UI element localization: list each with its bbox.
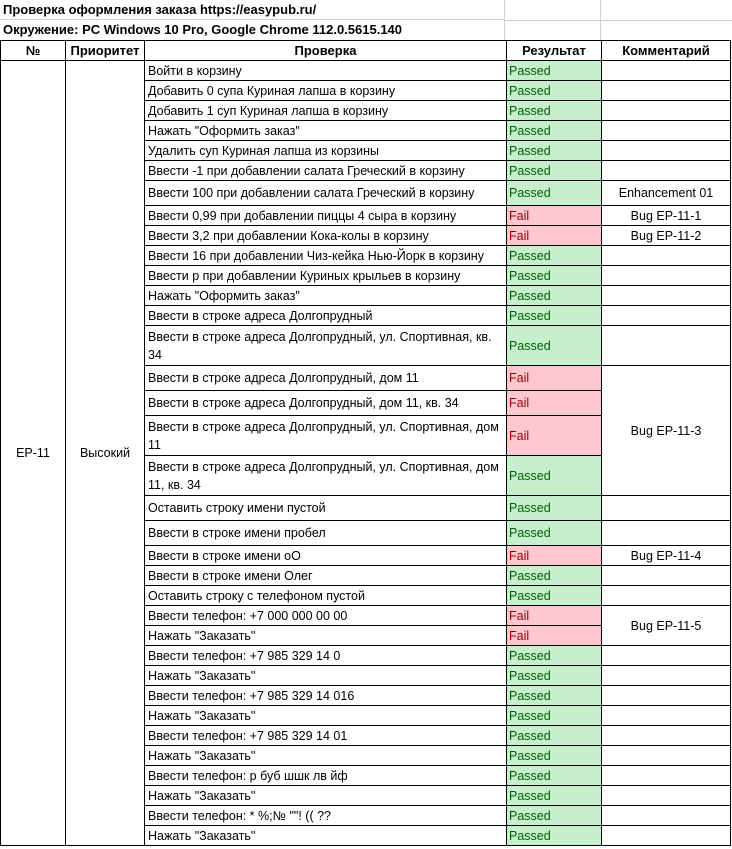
table-row — [1, 61, 731, 81]
result-cell: Fail — [507, 626, 602, 646]
check-cell: Ввести 3,2 при добавлении Кока-колы в корзину — [145, 226, 507, 246]
comment-cell — [602, 326, 731, 366]
check-cell: Добавить 0 супа Куриная лапша в корзину — [145, 81, 507, 101]
result-cell: Passed — [507, 121, 602, 141]
comment-cell: Enhancement 01 — [602, 181, 731, 206]
result-cell: Passed — [507, 646, 602, 666]
check-cell: Нажать "Заказать" — [145, 746, 507, 766]
comment-cell — [602, 586, 731, 606]
result-cell: Passed — [507, 81, 602, 101]
check-cell: Ввести в строке адреса Долгопрудный — [145, 306, 507, 326]
check-cell: Нажать "Заказать" — [145, 706, 507, 726]
sheet-title: Проверка оформления заказа https://easypub.ru/ — [0, 0, 505, 20]
result-cell: Passed — [507, 746, 602, 766]
comment-cell — [602, 706, 731, 726]
result-cell: Passed — [507, 456, 602, 496]
environment-line: Окружение: PC Windows 10 Pro, Google Chrome 112.0.5615.140 — [0, 20, 505, 40]
result-cell: Passed — [507, 181, 602, 206]
result-cell: Passed — [507, 686, 602, 706]
result-cell: Passed — [507, 786, 602, 806]
check-cell: Удалить суп Куриная лапша из корзины — [145, 141, 507, 161]
column-header-check: Проверка — [145, 41, 507, 61]
comment-cell — [602, 566, 731, 586]
result-cell: Passed — [507, 806, 602, 826]
check-cell: Ввести телефон: +7 985 329 14 01 — [145, 726, 507, 746]
column-header-priority: Приоритет — [66, 41, 145, 61]
result-cell: Fail — [507, 226, 602, 246]
comment-cell: Bug EP-11-1 — [602, 206, 731, 226]
comment-cell — [602, 141, 731, 161]
check-cell: Ввести в строке адреса Долгопрудный, дом 11 — [145, 366, 507, 391]
comment-cell — [602, 246, 731, 266]
result-cell: Passed — [507, 286, 602, 306]
comment-cell — [602, 646, 731, 666]
column-header-comment: Комментарий — [602, 41, 731, 61]
result-cell: Fail — [507, 206, 602, 226]
comment-cell — [602, 81, 731, 101]
check-cell: Ввести телефон: +7 000 000 00 00 — [145, 606, 507, 626]
result-cell: Passed — [507, 566, 602, 586]
check-cell: Ввести в строке имени оО — [145, 546, 507, 566]
comment-cell — [602, 101, 731, 121]
comment-cell — [602, 286, 731, 306]
check-cell: Ввести -1 при добавлении салата Греческий в корзину — [145, 161, 507, 181]
comment-cell — [602, 496, 731, 521]
result-cell: Fail — [507, 606, 602, 626]
comment-cell: Bug EP-11-4 — [602, 546, 731, 566]
test-results-table — [0, 40, 731, 846]
comment-cell — [602, 521, 731, 546]
check-cell: Нажать "Заказать" — [145, 626, 507, 646]
result-cell: Passed — [507, 521, 602, 546]
comment-cell — [602, 806, 731, 826]
check-cell: Ввести в строке имени Олег — [145, 566, 507, 586]
column-header-num: № — [1, 41, 66, 61]
comment-cell: Bug EP-11-5 — [602, 606, 731, 646]
check-cell: Оставить строку с телефоном пустой — [145, 586, 507, 606]
check-cell: Ввести 16 при добавлении Чиз-кейка Нью-Йорк в корзину — [145, 246, 507, 266]
comment-cell — [602, 726, 731, 746]
result-cell: Fail — [507, 391, 602, 416]
result-cell: Passed — [507, 101, 602, 121]
comment-cell: Bug EP-11-3 — [602, 366, 731, 496]
result-cell: Passed — [507, 61, 602, 81]
check-cell: Ввести 100 при добавлении салата Греческий в корзину — [145, 181, 507, 206]
check-cell: Ввести в строке адреса Долгопрудный, ул. Спортивная, кв. 34 — [145, 326, 507, 366]
result-cell: Passed — [507, 306, 602, 326]
check-cell: Ввести в строке имени пробел — [145, 521, 507, 546]
check-cell: Ввести в строке адреса Долгопрудный, ул. Спортивная, дом 11 — [145, 416, 507, 456]
comment-cell — [602, 121, 731, 141]
result-cell: Fail — [507, 366, 602, 391]
comment-cell — [602, 306, 731, 326]
comment-cell — [602, 666, 731, 686]
comment-cell: Bug EP-11-2 — [602, 226, 731, 246]
check-cell: Ввести телефон: +7 985 329 14 0 — [145, 646, 507, 666]
result-cell: Passed — [507, 706, 602, 726]
check-cell: Ввести телефон: +7 985 329 14 016 — [145, 686, 507, 706]
result-cell: Passed — [507, 666, 602, 686]
result-cell: Passed — [507, 496, 602, 521]
comment-cell — [602, 266, 731, 286]
result-cell: Passed — [507, 826, 602, 846]
priority-cell: Высокий — [66, 61, 145, 846]
comment-cell — [602, 826, 731, 846]
check-cell: Оставить строку имени пустой — [145, 496, 507, 521]
comment-cell — [602, 766, 731, 786]
table-body — [1, 61, 731, 846]
result-cell: Passed — [507, 266, 602, 286]
check-cell: Ввести 0,99 при добавлении пиццы 4 сыра в корзину — [145, 206, 507, 226]
comment-cell — [602, 61, 731, 81]
check-cell: Ввести телефон: * %;№ ""! (( ?? — [145, 806, 507, 826]
result-cell: Passed — [507, 766, 602, 786]
check-cell: Нажать "Заказать" — [145, 666, 507, 686]
check-cell: Ввести в строке адреса Долгопрудный, ул. Спортивная, дом 11, кв. 34 — [145, 456, 507, 496]
result-cell: Passed — [507, 141, 602, 161]
check-cell: Нажать "Заказать" — [145, 786, 507, 806]
result-cell: Passed — [507, 326, 602, 366]
result-cell: Passed — [507, 246, 602, 266]
result-cell: Passed — [507, 726, 602, 746]
test-id-cell: EP-11 — [1, 61, 66, 846]
column-header-result: Результат — [507, 41, 602, 61]
check-cell: Нажать "Оформить заказ" — [145, 121, 507, 141]
check-cell: Добавить 1 суп Куриная лапша в корзину — [145, 101, 507, 121]
result-cell: Fail — [507, 546, 602, 566]
result-cell: Passed — [507, 161, 602, 181]
result-cell: Fail — [507, 416, 602, 456]
gridline — [505, 20, 732, 21]
result-cell: Passed — [507, 586, 602, 606]
check-cell: Ввести в строке адреса Долгопрудный, дом 11, кв. 34 — [145, 391, 507, 416]
comment-cell — [602, 746, 731, 766]
check-cell: Нажать "Заказать" — [145, 826, 507, 846]
check-cell: Войти в корзину — [145, 61, 507, 81]
comment-cell — [602, 161, 731, 181]
check-cell: Нажать "Оформить заказ" — [145, 286, 507, 306]
comment-cell — [602, 786, 731, 806]
check-cell: Ввести телефон: р буб шшк лв йф — [145, 766, 507, 786]
check-cell: Ввести р при добавлении Куриных крыльев в корзину — [145, 266, 507, 286]
table-header-row — [1, 41, 731, 61]
comment-cell — [602, 686, 731, 706]
